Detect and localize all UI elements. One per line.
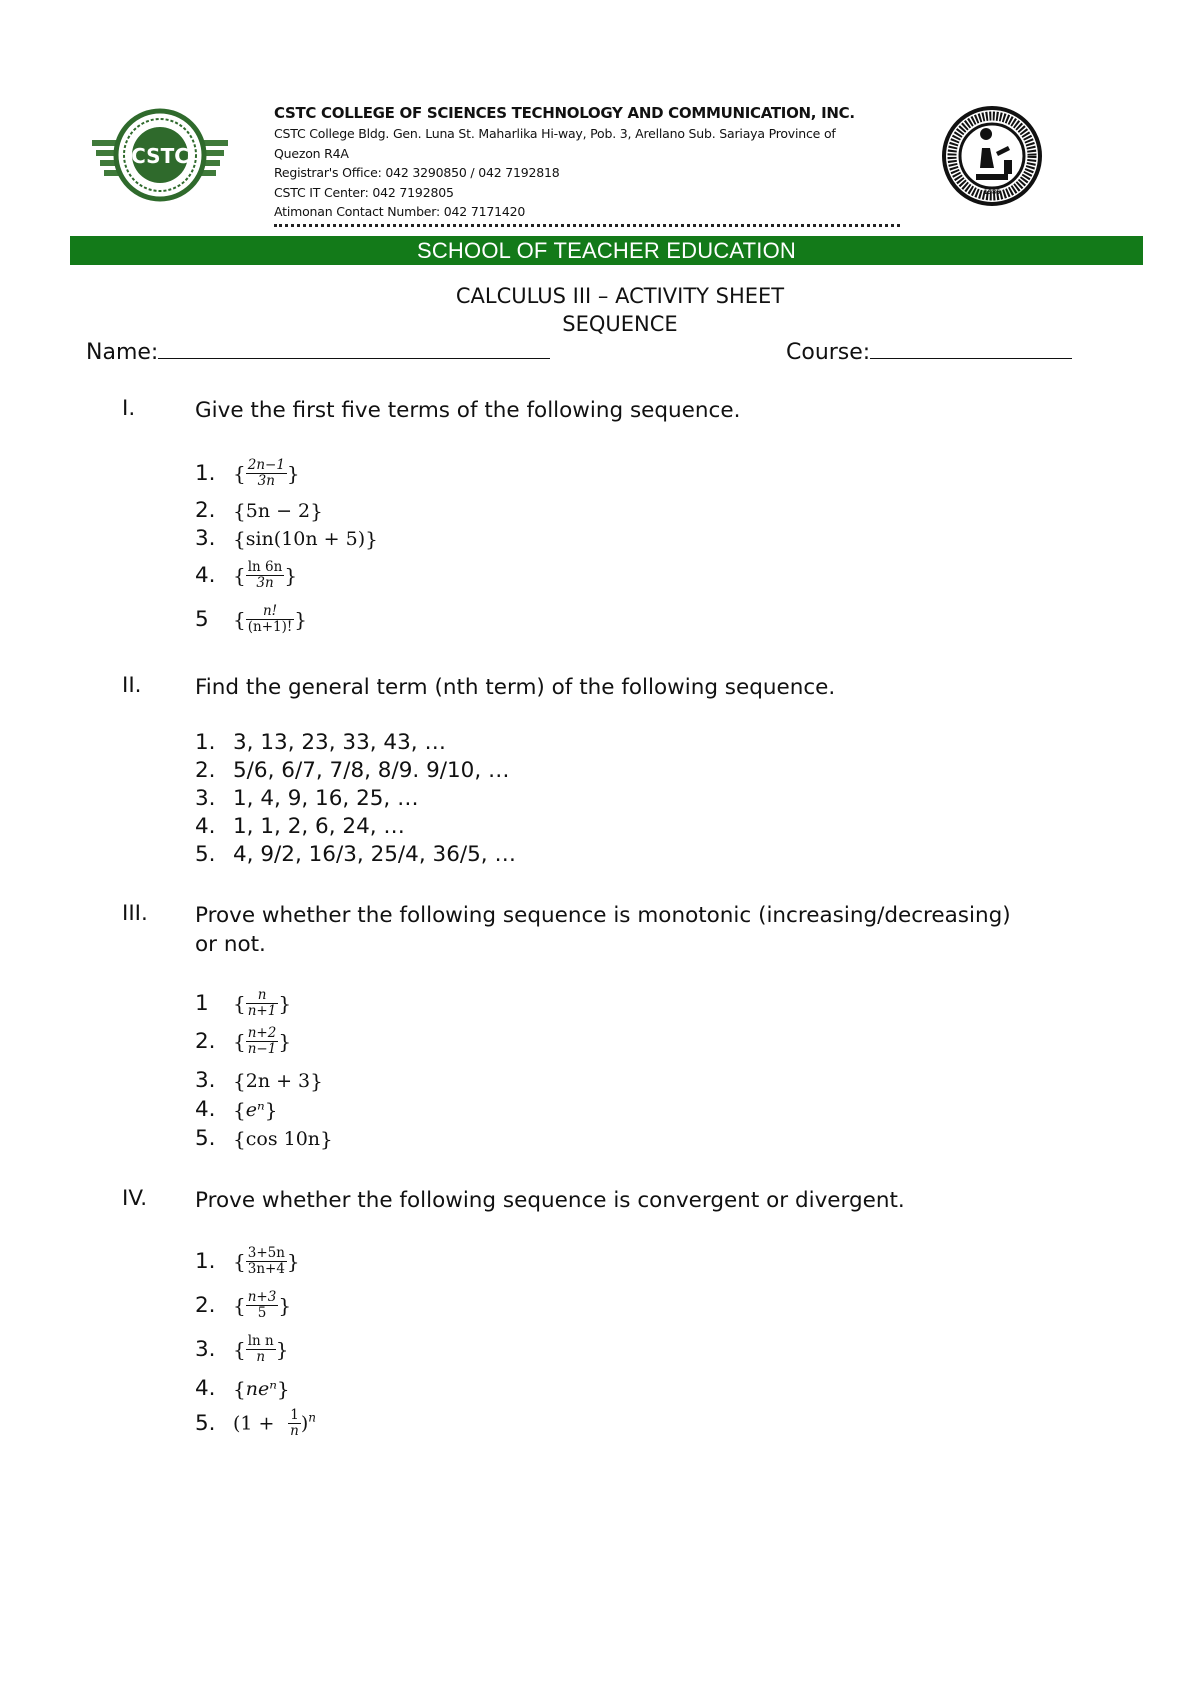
svg-text:1985: 1985	[983, 189, 1001, 196]
sheet-subtitle: SEQUENCE	[562, 312, 678, 336]
dotted-divider	[274, 224, 900, 227]
section-4-instruction: Prove whether the following sequence is convergent or divergent.	[195, 1188, 905, 1213]
section-2-numeral: II.	[122, 673, 142, 698]
section-3-instruction: Prove whether the following sequence is monotonic (increasing/decreasing) or not.	[195, 903, 1011, 957]
list-item: 1. { $\frac{3+5n}{3n+4}$ }	[195, 1245, 300, 1277]
registrar-contact: Registrar's Office: 042 3290850 / 042 7192818	[274, 165, 560, 180]
course-label: Course:	[786, 340, 871, 365]
it-center-contact: CSTC IT Center: 042 7192805	[274, 184, 454, 200]
list-item: 3. { $\frac{\text{ln n}}{n}$ }	[195, 1333, 289, 1365]
name-field[interactable]	[86, 340, 550, 365]
address-line-2: Quezon R4A	[274, 145, 349, 161]
list-item: 4. {neⁿ}	[195, 1376, 290, 1401]
college-header	[274, 102, 914, 222]
school-banner: SCHOOL OF TEACHER EDUCATION	[70, 236, 1143, 265]
list-item: 3. {sin(10n + 5)}	[195, 526, 378, 551]
logo-left-text: CSTC	[131, 144, 189, 168]
college-name: CSTC COLLEGE OF SCIENCES TECHNOLOGY AND COMMUNICATION, INC.	[274, 104, 855, 122]
name-blank[interactable]	[158, 340, 550, 359]
list-item: 3. {2n + 3}	[195, 1068, 323, 1093]
list-item: 2. {5n − 2}	[195, 498, 323, 523]
section-1-numeral: I.	[122, 396, 136, 421]
list-item: 2. { $\frac{n+3}{5}$ }	[195, 1289, 292, 1321]
list-item: 1. { $\frac{2n-1}{3n}$ }	[195, 457, 300, 489]
list-item: 1 { $\frac{n}{n+1}$ }	[195, 987, 292, 1019]
section-1-instruction: Give the first five terms of the following sequence.	[195, 398, 741, 423]
list-item: 4. {eⁿ}	[195, 1097, 278, 1122]
list-item: 5 { $\frac{n!}{(n+1)!}$ }	[195, 603, 308, 635]
section-3-numeral: III.	[122, 901, 148, 926]
teacher-education-seal	[942, 104, 1042, 208]
section-4-numeral: IV.	[122, 1186, 148, 1211]
atimonan-contact: Atimonan Contact Number: 042 7171420	[274, 204, 526, 219]
list-item: 5. {cos 10n}	[195, 1126, 333, 1151]
name-label: Name:	[86, 340, 159, 365]
course-blank[interactable]	[870, 340, 1072, 359]
list-item: 1. 3, 13, 23, 33, 43, …	[195, 730, 446, 755]
list-item: 5. 4, 9/2, 16/3, 25/4, 36/5, …	[195, 842, 516, 867]
section-2-instruction: Find the general term (nth term) of the following sequence.	[195, 675, 836, 700]
list-item: 4. { $\frac{\ln 6n}{3n}$ }	[195, 559, 298, 591]
sheet-title: CALCULUS III – ACTIVITY SHEET	[455, 284, 785, 308]
list-item: 2. { $\frac{n+2}{n-1}$ }	[195, 1025, 292, 1057]
list-item: 5. (1 + $\frac{1}{n}$ )$^n$	[195, 1407, 316, 1439]
list-item: 2. 5/6, 6/7, 7/8, 8/9. 9/10, …	[195, 758, 510, 783]
list-item: 4. 1, 1, 2, 6, 24, …	[195, 814, 405, 839]
address-line-1: CSTC College Bldg. Gen. Luna St. Maharlika Hi-way, Pob. 3, Arellano Sub. Sariaya Province of	[274, 126, 836, 141]
list-item: 3. 1, 4, 9, 16, 25, …	[195, 786, 419, 811]
course-field[interactable]	[786, 340, 1072, 365]
cstc-logo	[90, 100, 230, 210]
